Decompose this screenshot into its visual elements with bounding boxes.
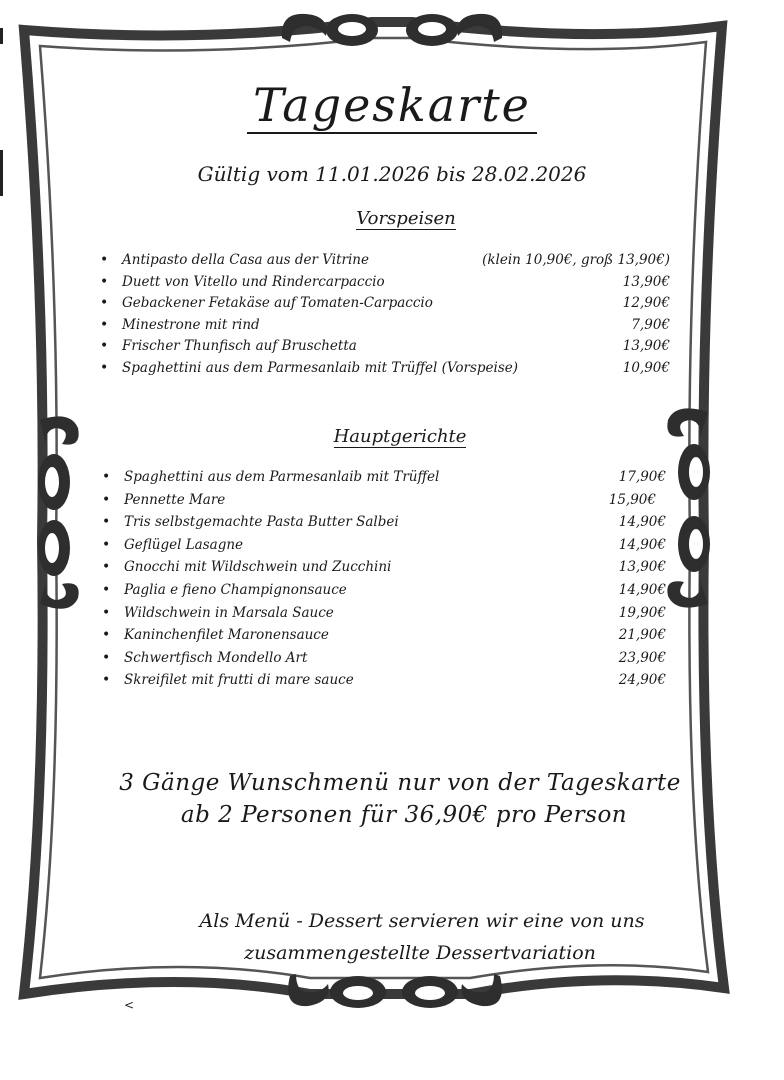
dish-price: 14,90€	[618, 536, 666, 553]
dish-price: 24,90€	[618, 672, 666, 689]
dish-price: 14,90€	[618, 514, 666, 531]
hauptgerichte-list	[100, 466, 666, 692]
dish-name: Spaghettini aus dem Parmesanlaib mit Trüffel	[124, 469, 440, 485]
dish-name: Pennette Mare	[124, 491, 226, 508]
dessert-note-line-2: zusammengestellte Dessertvariation	[244, 942, 596, 964]
dish-price: 21,90€	[618, 627, 666, 644]
dish-name: Paglia e fieno Champignonsauce	[124, 581, 347, 598]
dish-price: 14,90€	[618, 581, 666, 598]
list-item	[100, 466, 666, 489]
list-item	[98, 250, 670, 272]
dish-price: 23,90€	[618, 649, 666, 666]
dish-name: Wildschwein in Marsala Sauce	[124, 604, 334, 621]
dish-price: 17,90€	[618, 469, 666, 485]
section-title-hauptgerichte: Hauptgerichte	[333, 426, 467, 447]
dessert-note-line-1: Als Menü - Dessert servieren wir eine von uns	[199, 910, 645, 932]
list-item	[98, 358, 670, 380]
list-item	[98, 336, 670, 358]
validity-dates: Gültig vom 11.01.2026 bis 28.02.2026	[197, 162, 587, 186]
dish-name: Kaninchenfilet Maronensauce	[124, 627, 329, 644]
list-item	[100, 511, 666, 534]
list-item	[98, 293, 670, 315]
dish-name: Schwertfisch Mondello Art	[124, 649, 308, 666]
scan-edge-mark	[0, 28, 3, 44]
menu-offer-line-1: 3 Gänge Wunschmenü nur von der Tageskarte	[119, 770, 681, 796]
list-item	[100, 489, 666, 512]
dish-price: 19,90€	[618, 604, 666, 621]
corner-mark: <	[124, 998, 135, 1012]
dish-price: 7,90€	[631, 316, 670, 333]
dish-name: Gnocchi mit Wildschwein und Zucchini	[124, 559, 392, 576]
dish-name: Gebackener Fetakäse auf Tomaten-Carpaccio	[122, 295, 433, 311]
menu-offer-line-2: ab 2 Personen für 36,90€ pro Person	[180, 802, 628, 828]
dish-price: 13,90€	[622, 338, 670, 354]
list-item	[100, 647, 666, 670]
page-title: Tageskarte	[0, 78, 784, 132]
dish-price: 12,90€	[622, 295, 670, 311]
dish-name: Frischer Thunfisch auf Bruschetta	[122, 338, 357, 354]
dish-name: Geflügel Lasagne	[124, 536, 244, 553]
dish-price: 15,90€	[608, 491, 656, 508]
list-item	[100, 669, 666, 692]
dish-name: Tris selbstgemachte Pasta Butter Salbei	[124, 514, 399, 531]
dish-name: Duett von Vitello und Rindercarpaccio	[122, 273, 385, 290]
dish-price: (klein 10,90€, groß 13,90€)	[482, 252, 670, 268]
dish-price: 13,90€	[618, 559, 666, 576]
vorspeisen-list	[98, 250, 670, 379]
list-item	[98, 315, 670, 337]
dish-price: 10,90€	[622, 359, 670, 376]
list-item	[100, 534, 666, 557]
list-item	[100, 556, 666, 579]
dish-name: Antipasto della Casa aus der Vitrine	[122, 252, 369, 268]
list-item	[100, 624, 666, 647]
section-title-vorspeisen: Vorspeisen	[356, 208, 456, 229]
dish-name: Minestrone mit rind	[122, 316, 260, 333]
list-item	[100, 579, 666, 602]
dish-name: Skreifilet mit frutti di mare sauce	[124, 672, 354, 689]
list-item	[100, 602, 666, 625]
dish-price: 13,90€	[622, 273, 670, 290]
dish-name: Spaghettini aus dem Parmesanlaib mit Trüffel (Vorspeise)	[122, 359, 519, 376]
list-item	[98, 272, 670, 294]
